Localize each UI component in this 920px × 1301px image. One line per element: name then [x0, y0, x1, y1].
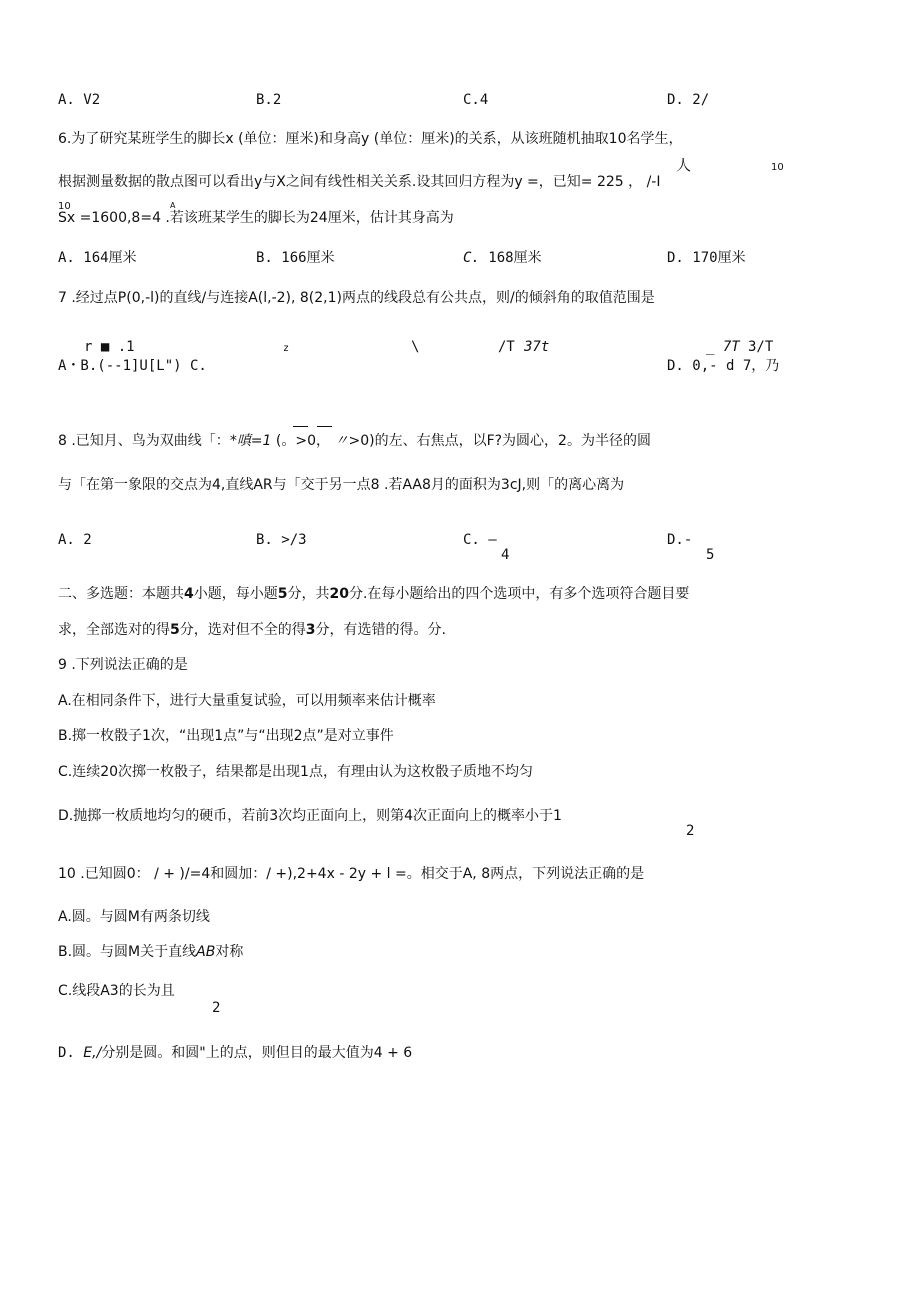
- q8-hyperbola-eq: *嗔=1: [229, 433, 272, 449]
- q5-option-a: A. V2: [58, 92, 101, 108]
- q10-option-c-den: 2: [212, 1000, 221, 1016]
- q9-option-b: B.掷一枚骰子1次，“出现1点”与“出现2点”是对立事件: [58, 728, 394, 744]
- q6-line-3: Sx =1600,8=4 .若该班某学生的脚长为24厘米，估计其身高为: [58, 210, 454, 226]
- q7-option-d: D. 0,- d 7，乃: [667, 358, 780, 374]
- q6-option-c-letter: C.: [463, 250, 480, 266]
- q6-sup-ren: 人: [676, 156, 692, 174]
- q5-option-d: D. 2/: [667, 92, 710, 108]
- q7-frag-37t: 37t: [524, 339, 550, 355]
- s2-num-3: 20: [329, 586, 349, 602]
- q10-option-d-text: 分别是圆。和圆"上的点，则但目的最大值为4 + 6: [101, 1045, 413, 1061]
- q8-overline-1: [293, 426, 308, 427]
- q6-line-2: 根据测量数据的散点图可以看出y与X之间有线性相关关系.设其回归方程为y =，已知= 225 ， /-I: [58, 174, 661, 190]
- q9-stem: 9 .下列说法正确的是: [58, 657, 188, 673]
- q8-option-a: A. 2: [58, 532, 92, 548]
- q5-option-b: B.2: [256, 92, 282, 108]
- s2-num-2: 5: [277, 586, 288, 602]
- q6-option-d: D. 170厘米: [667, 250, 746, 266]
- q8-line-1-b: (。>0，: [275, 433, 331, 449]
- q6-option-c: [463, 250, 542, 266]
- q6-line-1: 6.为了研究某班学生的脚长x (单位：厘米)和身高y (单位：厘米)的关系，从该班随机抽取10名学生，: [58, 131, 683, 147]
- s2-text-4: 分.在每小题给出的四个选项中，有多个选项符合题目要: [348, 586, 690, 602]
- q8-overline-2: [317, 426, 332, 427]
- s2-num-4: 5: [170, 622, 180, 638]
- q9-option-c: C.连续20次掷一枚骰子，结果都是出现1点，有理由认为这枚骰子质地不均匀: [58, 764, 533, 780]
- q8-option-c-den: 4: [501, 547, 510, 563]
- s2-text-2: 小题，每小题: [193, 586, 278, 602]
- q10-option-d-vars: E,/: [83, 1045, 102, 1061]
- q6-option-a: A. 164厘米: [58, 250, 137, 266]
- q8-option-d-den: 5: [706, 547, 715, 563]
- section-2-line-1: [58, 586, 689, 602]
- q6-option-b: B. 166厘米: [256, 250, 335, 266]
- s2-text-6: 分，选对但不全的得: [179, 622, 306, 638]
- q7-frag-backslash: \: [411, 339, 420, 355]
- q9-option-d-den: 2: [686, 823, 695, 839]
- q10-option-a: A.圆。与圆M有两条切线: [58, 909, 210, 925]
- q6-option-c-text: 168厘米: [479, 250, 542, 266]
- q5-option-c: C.4: [463, 92, 489, 108]
- q8-line-1: [58, 433, 651, 449]
- q9-option-a: A.在相同条件下，进行大量重复试验，可以用频率来估计概率: [58, 693, 436, 709]
- q10-option-c: C.线段A3的长为且: [58, 983, 175, 999]
- q7-frag-3t: 3/T: [748, 339, 774, 355]
- q7-frag-t: /T: [498, 339, 515, 355]
- q10-option-b-line: AB: [196, 944, 216, 960]
- s2-text-7: 分，有选错的得。分.: [315, 622, 446, 638]
- s2-num-5: 3: [305, 622, 316, 638]
- s2-text-1: 二、多选题：本题共: [58, 586, 184, 602]
- q10-option-b-tail: 对称: [215, 944, 244, 960]
- q8-option-b: B. >/3: [256, 532, 307, 548]
- q10-stem: 10 .已知圆0： / + )/=4和圆加：/ +),2+4x - 2y + l =。相交于A, 8两点，下列说法正确的是: [58, 866, 645, 882]
- s2-text-3: 分，共: [287, 586, 330, 602]
- q7-frag-z: z: [283, 343, 290, 354]
- s2-text-5: 求，全部选对的得: [58, 622, 170, 638]
- q8-line-1-a: 8 .已知月、鸟为双曲线「：: [58, 433, 230, 449]
- q6-sup-10a: 10: [771, 162, 784, 173]
- q8-option-c: C. —: [463, 532, 497, 548]
- q10-option-b-text: B.圆。与圆M关于直线: [58, 944, 197, 960]
- s2-num-1: 4: [184, 586, 194, 602]
- q8-line-1-c: >0)的左、右焦点，以F?为圆心，2。为半径的圆: [348, 433, 651, 449]
- q10-option-d-label: D.: [58, 1045, 84, 1061]
- q8-line-2: 与「在第一象限的交点为4,直线AR与「交于另一点8 .若AA8月的面积为3cJ,则「的离心离为: [58, 477, 625, 493]
- section-2-line-2: [58, 622, 446, 638]
- q8-line-1-it2: 〃: [334, 433, 349, 449]
- q9-option-d: D.抛掷一枚质地均匀的硬币，若前3次均正面向上，则第4次正面向上的概率小于1: [58, 808, 562, 824]
- q8-option-d: D.-: [667, 532, 693, 548]
- q10-option-b: [58, 944, 243, 960]
- q7-options-abc: A・B.(--1]U[L") C.: [58, 358, 207, 374]
- q7-frag-7t: _ 7T: [706, 339, 740, 355]
- q7-frag-r: r ■ .1: [84, 339, 135, 355]
- q10-option-d: [58, 1045, 412, 1061]
- q6-sup-a: A: [170, 201, 176, 210]
- q6-sup-10b: 10: [58, 201, 71, 212]
- q7-stem: 7 .经过点P(0,-l)的直线/与连接A(l,-2), 8(2,1)两点的线段总有公共点，则/的倾斜角的取值范围是: [58, 290, 655, 306]
